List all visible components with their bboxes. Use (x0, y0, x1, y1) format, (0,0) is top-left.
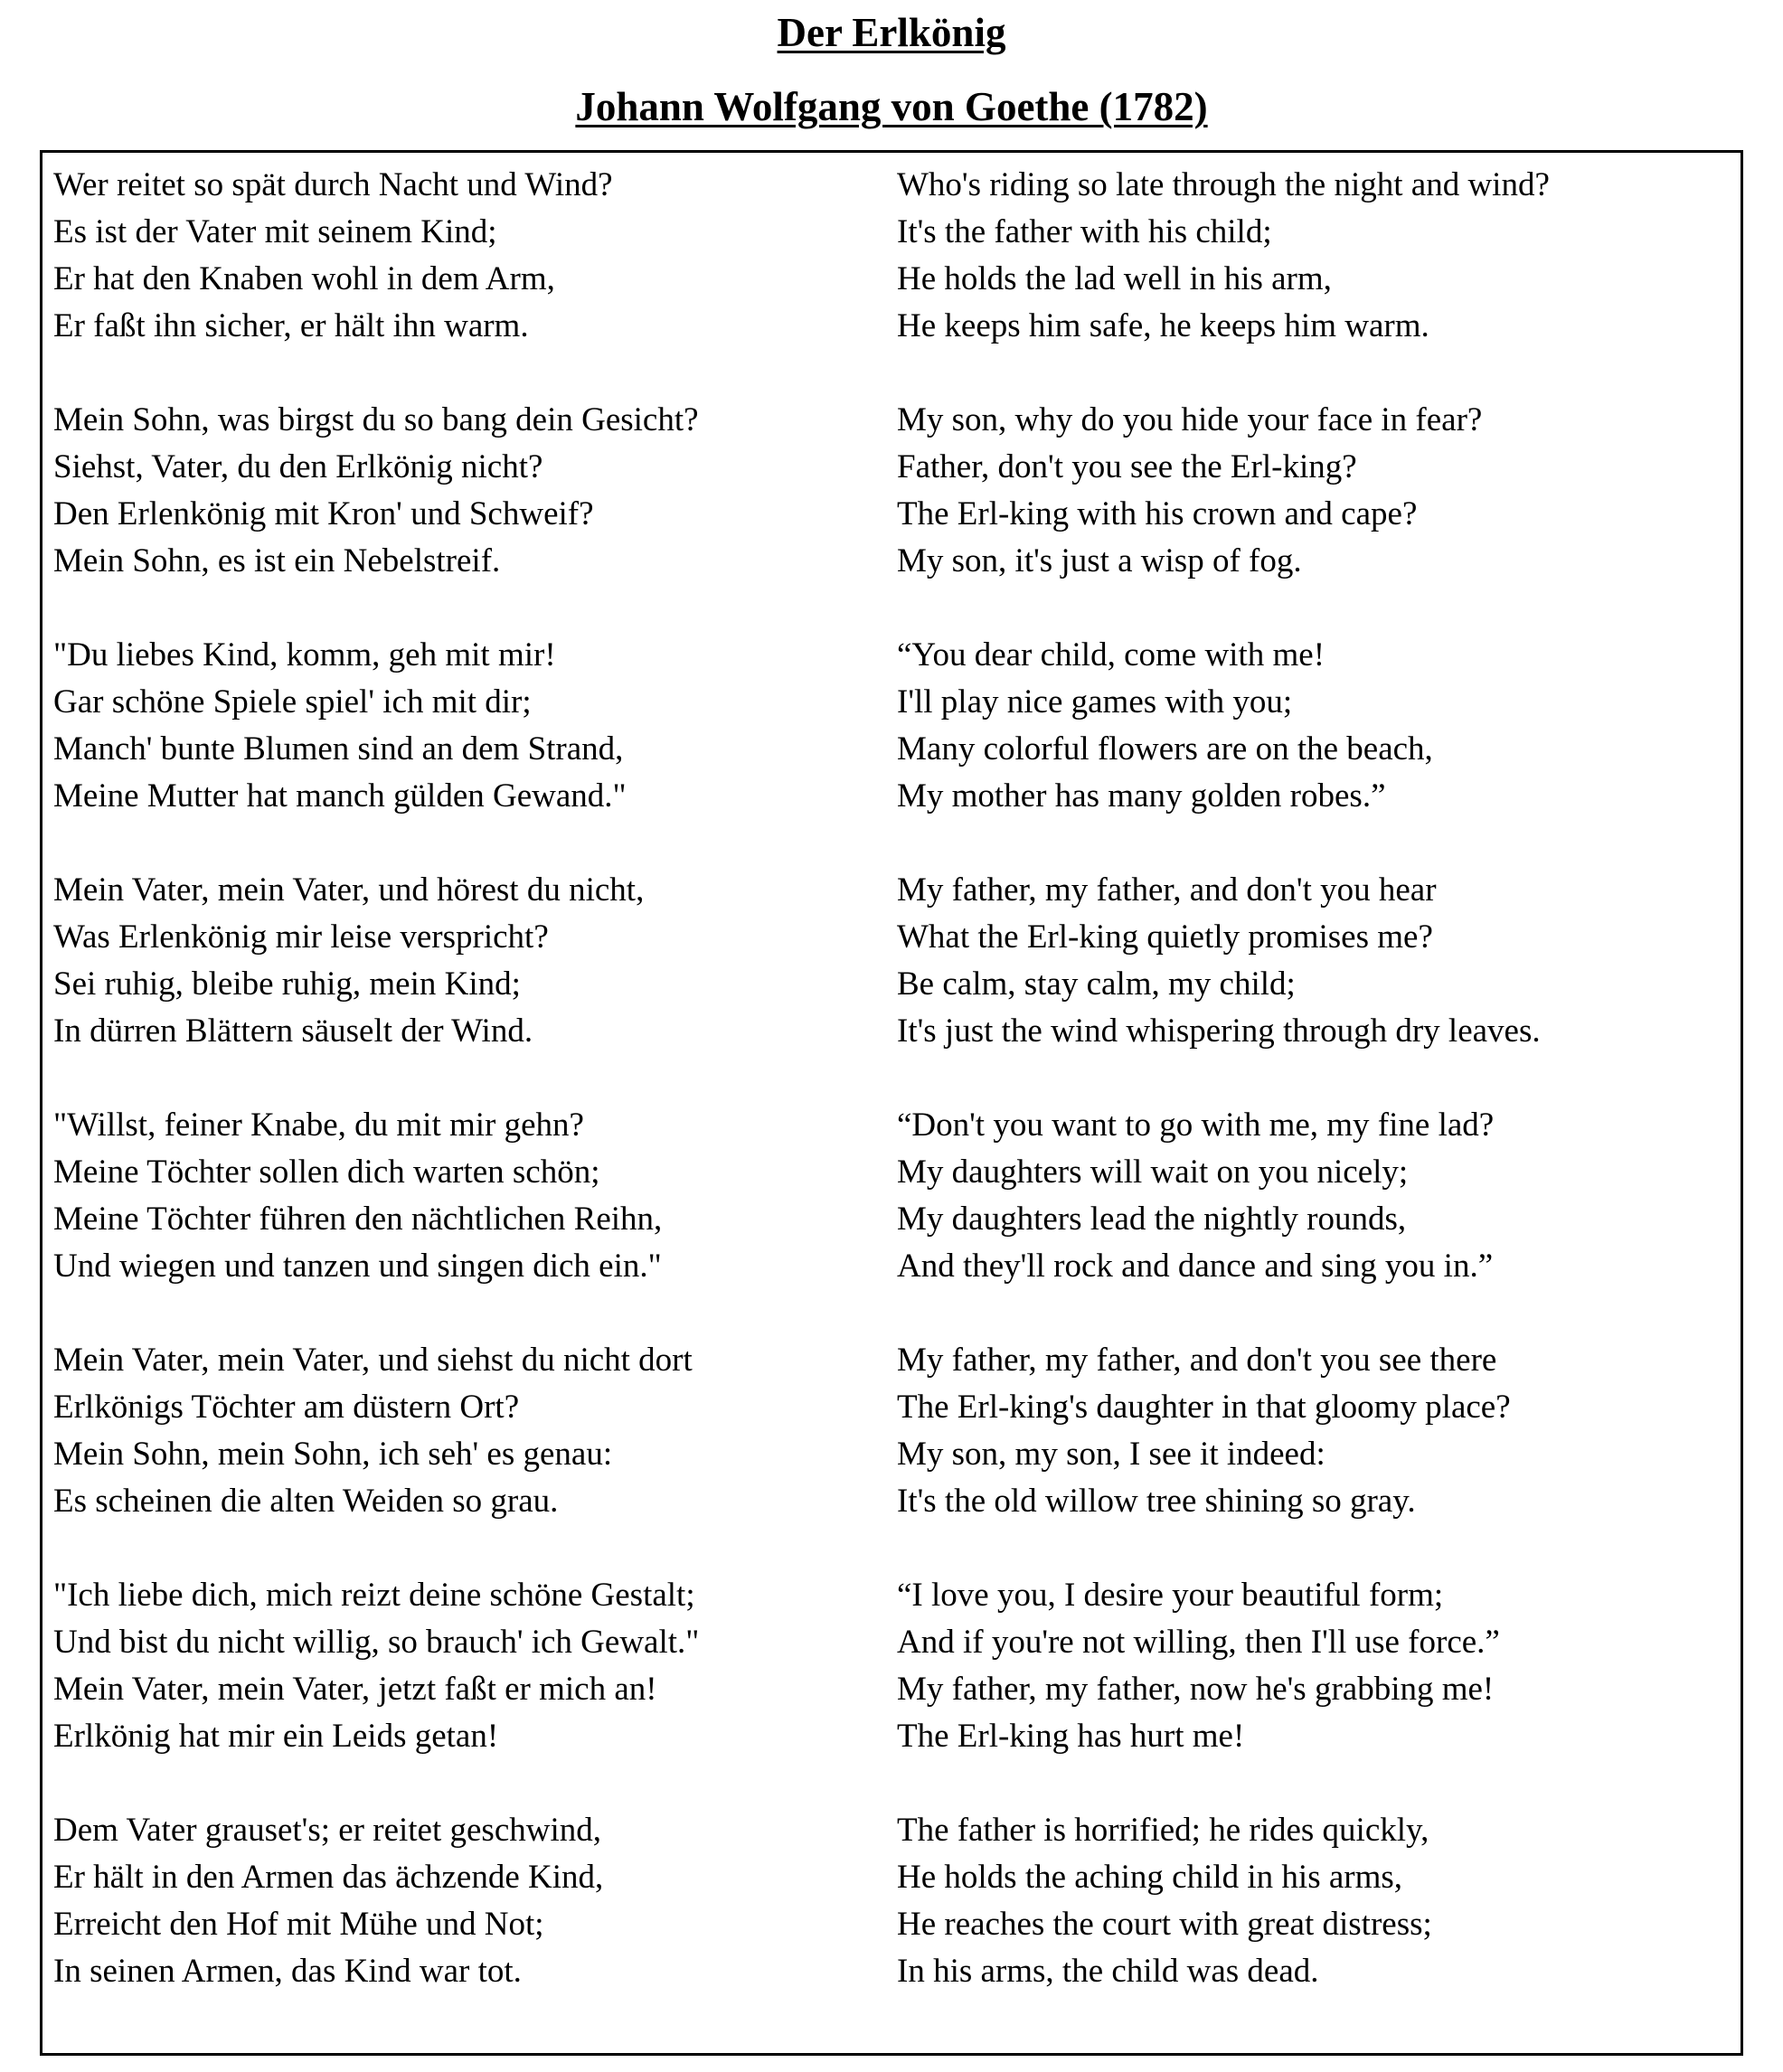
german-stanza-8 (53, 1807, 897, 1995)
german-verse-line: Es scheinen die alten Weiden so grau. (53, 1483, 559, 1520)
english-verse-line: Father, don't you see the Erl-king? (897, 448, 1357, 485)
german-verse-line: Sei ruhig, bleibe ruhig, mein Kind; (53, 965, 521, 1003)
english-stanza-1 (897, 162, 1741, 350)
german-verse-line: Mein Sohn, was birgst du so bang dein Gesicht? (53, 401, 699, 438)
german-verse-line: "Ich liebe dich, mich reizt deine schöne Gestalt; (53, 1577, 695, 1614)
english-verse-line: Be calm, stay calm, my child; (897, 965, 1296, 1003)
english-stanza-6 (897, 1337, 1741, 1525)
german-verse-line: Und bist du nicht willig, so brauch' ich Gewalt." (53, 1624, 700, 1661)
english-stanza-4 (897, 867, 1741, 1055)
english-stanza-2 (897, 397, 1741, 585)
german-verse-line: Den Erlenkönig mit Kron' und Schweif? (53, 495, 594, 532)
german-verse-line: Siehst, Vater, du den Erlkönig nicht? (53, 448, 543, 485)
german-verse-line: Mein Vater, mein Vater, und siehst du nicht dort (53, 1342, 693, 1379)
english-verse-line: My father, my father, and don't you see there (897, 1342, 1497, 1379)
german-verse-line: Meine Töchter sollen dich warten schön; (53, 1154, 600, 1191)
german-stanza-7 (53, 1572, 897, 1760)
german-verse-line: Er faßt ihn sicher, er hält ihn warm. (53, 307, 529, 344)
english-column (897, 162, 1741, 2042)
poem-title: Der Erlkönig (777, 10, 1006, 55)
english-verse-line: My son, it's just a wisp of fog. (897, 542, 1302, 579)
english-verse-line: My daughters will wait on you nicely; (897, 1154, 1409, 1191)
poem-box (40, 150, 1743, 2056)
german-stanza-2 (53, 397, 897, 585)
german-verse-line: "Willst, feiner Knabe, du mit mir gehn? (53, 1107, 584, 1144)
german-stanza-5 (53, 1102, 897, 1290)
german-verse-line: Er hält in den Armen das ächzende Kind, (53, 1859, 604, 1896)
german-verse-line: Erreicht den Hof mit Mühe und Not; (53, 1906, 544, 1943)
english-verse-line: Many colorful flowers are on the beach, (897, 730, 1433, 768)
english-stanza-5 (897, 1102, 1741, 1290)
german-verse-line: Er hat den Knaben wohl in dem Arm, (53, 260, 555, 297)
german-verse-line: Erlkönig hat mir ein Leids getan! (53, 1718, 499, 1755)
english-verse-line: What the Erl-king quietly promises me? (897, 918, 1433, 956)
english-verse-line: My daughters lead the nightly rounds, (897, 1201, 1407, 1238)
english-verse-line: Who's riding so late through the night and wind? (897, 166, 1550, 203)
english-verse-line: I'll play nice games with you; (897, 683, 1293, 720)
german-verse-line: Es ist der Vater mit seinem Kind; (53, 213, 497, 250)
english-stanza-8 (897, 1807, 1741, 1995)
german-verse-line: Und wiegen und tanzen und singen dich ein." (53, 1248, 662, 1285)
english-verse-line: It's just the wind whispering through dry leaves. (897, 1012, 1541, 1050)
german-verse-line: Mein Vater, mein Vater, jetzt faßt er mich an! (53, 1671, 657, 1708)
german-verse-line: Gar schöne Spiele spiel' ich mit dir; (53, 683, 532, 720)
german-verse-line: In dürren Blättern säuselt der Wind. (53, 1012, 533, 1050)
german-verse-line: Erlkönigs Töchter am düstern Ort? (53, 1389, 520, 1426)
english-verse-line: He reaches the court with great distress; (897, 1906, 1432, 1943)
english-verse-line: The father is horrified; he rides quickly, (897, 1812, 1429, 1849)
german-stanza-6 (53, 1337, 897, 1525)
german-verse-line: Mein Vater, mein Vater, und hörest du nicht, (53, 871, 645, 909)
poem-author-line: Johann Wolfgang von Goethe (1782) (575, 84, 1208, 129)
english-verse-line: The Erl-king with his crown and cape? (897, 495, 1418, 532)
german-verse-line: Wer reitet so spät durch Nacht und Wind? (53, 166, 613, 203)
english-verse-line: My mother has many golden robes.” (897, 777, 1386, 815)
english-verse-line: It's the father with his child; (897, 213, 1272, 250)
german-verse-line: Mein Sohn, mein Sohn, ich seh' es genau: (53, 1436, 613, 1473)
english-verse-line: My father, my father, now he's grabbing me! (897, 1671, 1495, 1708)
english-verse-line: He keeps him safe, he keeps him warm. (897, 307, 1429, 344)
german-verse-line: Manch' bunte Blumen sind an dem Strand, (53, 730, 624, 768)
english-verse-line: And if you're not willing, then I'll use force.” (897, 1624, 1500, 1661)
english-verse-line: My son, my son, I see it indeed: (897, 1436, 1325, 1473)
german-verse-line: Meine Töchter führen den nächtlichen Reihn, (53, 1201, 663, 1238)
english-verse-line: My father, my father, and don't you hear (897, 871, 1437, 909)
german-verse-line: Meine Mutter hat manch gülden Gewand." (53, 777, 627, 815)
english-verse-line: It's the old willow tree shining so gray. (897, 1483, 1416, 1520)
german-column (53, 162, 897, 2042)
english-verse-line: My son, why do you hide your face in fear? (897, 401, 1483, 438)
english-verse-line: The Erl-king has hurt me! (897, 1718, 1245, 1755)
english-verse-line: The Erl-king's daughter in that gloomy place? (897, 1389, 1511, 1426)
english-stanza-7 (897, 1572, 1741, 1760)
english-verse-line: He holds the lad well in his arm, (897, 260, 1332, 297)
english-verse-line: And they'll rock and dance and sing you in.” (897, 1248, 1494, 1285)
german-stanza-1 (53, 162, 897, 350)
english-verse-line: “I love you, I desire your beautiful form; (897, 1577, 1444, 1614)
german-verse-line: Mein Sohn, es ist ein Nebelstreif. (53, 542, 501, 579)
english-stanza-3 (897, 632, 1741, 820)
german-verse-line: In seinen Armen, das Kind war tot. (53, 1953, 522, 1990)
german-verse-line: "Du liebes Kind, komm, geh mit mir! (53, 636, 556, 673)
english-verse-line: “Don't you want to go with me, my fine lad? (897, 1107, 1495, 1144)
english-verse-line: “You dear child, come with me! (897, 636, 1325, 673)
english-verse-line: He holds the aching child in his arms, (897, 1859, 1403, 1896)
german-stanza-4 (53, 867, 897, 1055)
german-stanza-3 (53, 632, 897, 820)
german-verse-line: Was Erlenkönig mir leise verspricht? (53, 918, 549, 956)
english-verse-line: In his arms, the child was dead. (897, 1953, 1319, 1990)
german-verse-line: Dem Vater grauset's; er reitet geschwind, (53, 1812, 602, 1849)
